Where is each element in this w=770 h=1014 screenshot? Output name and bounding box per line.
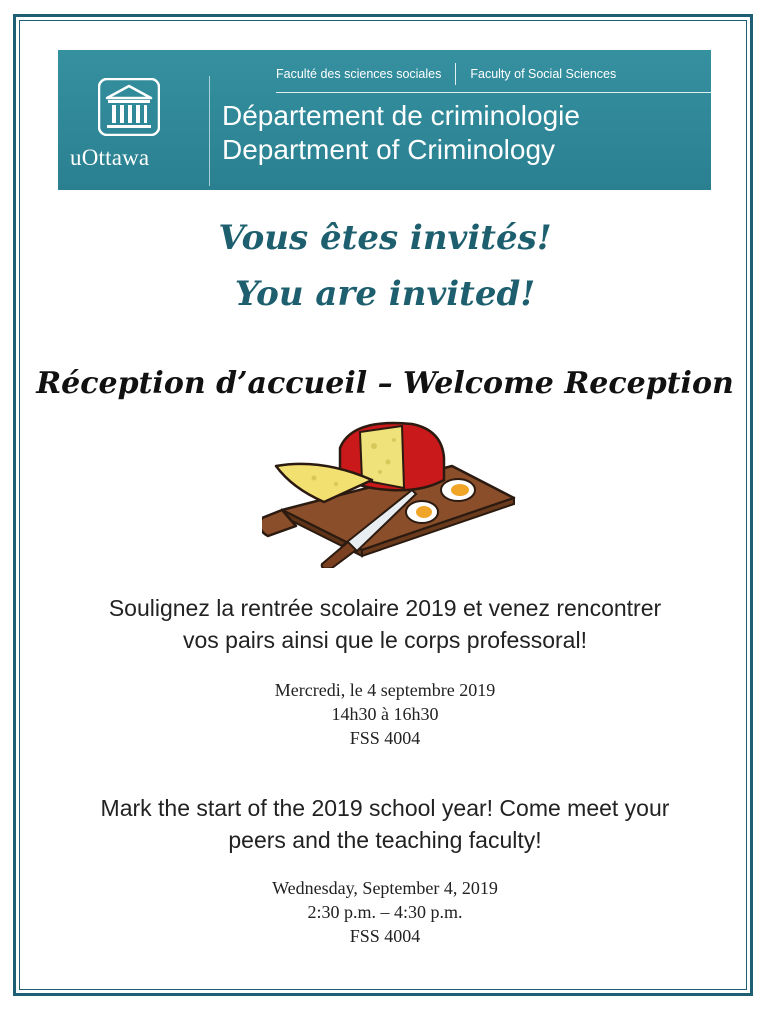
banner-divider-vertical [209, 76, 210, 186]
faculty-fr: Faculté des sciences sociales [276, 67, 442, 81]
description-en-line1: Mark the start of the 2019 school year! Come meet your [100, 795, 670, 821]
description-en [0, 792, 770, 856]
department-name-en: Department of Criminology [222, 134, 556, 165]
banner-divider-horizontal [276, 92, 711, 93]
description-fr-line2: vos pairs ainsi que le corps professoral! [183, 627, 587, 653]
uottawa-building-icon [98, 78, 160, 136]
details-en [0, 876, 770, 948]
time-en: 2:30 p.m. – 4:30 p.m. [307, 902, 463, 922]
time-fr: 14h30 à 16h30 [331, 704, 439, 724]
description-fr [0, 592, 770, 656]
details-fr [0, 678, 770, 750]
logo-wordmark: uOttawa [70, 145, 150, 170]
faculty-row [276, 63, 683, 85]
department-name-fr: Département de criminologie [222, 100, 580, 131]
description-en-line2: peers and the teaching faculty! [228, 827, 542, 853]
cheese-board-icon [262, 418, 518, 568]
faculty-separator [455, 63, 456, 85]
room-en: FSS 4004 [349, 926, 421, 946]
room-fr: FSS 4004 [349, 728, 421, 748]
faculty-en: Faculty of Social Sciences [470, 67, 617, 81]
event-title: Réception d’accueil – Welcome Reception [36, 366, 734, 401]
invitation-en: You are invited! [234, 274, 536, 314]
date-fr: Mercredi, le 4 septembre 2019 [274, 680, 496, 700]
date-en: Wednesday, September 4, 2019 [272, 878, 498, 898]
invitation-fr: Vous êtes invités! [218, 218, 552, 258]
description-fr-line1: Soulignez la rentrée scolaire 2019 et venez rencontrer [108, 595, 662, 621]
header-banner [58, 50, 711, 190]
